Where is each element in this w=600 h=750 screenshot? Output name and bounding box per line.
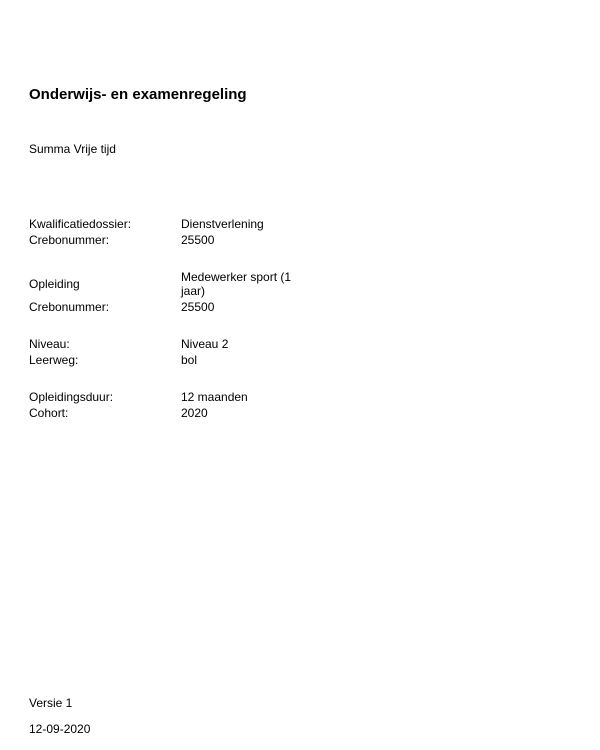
opleiding-label: Opleiding [29, 277, 80, 291]
niveau-label: Niveau: [29, 337, 70, 351]
niveau-value: Niveau 2 [181, 337, 229, 351]
opleiding-value: Medewerker sport (1 jaar) [181, 270, 292, 298]
leerweg-label: Leerweg: [29, 353, 79, 367]
opleidingsduur-value: 12 maanden [181, 390, 248, 404]
date-text: 12-09-2020 [29, 722, 91, 736]
kwalificatiedossier-label: Kwalificatiedossier: [29, 217, 132, 231]
organization-name: Summa Vrije tijd [29, 142, 116, 156]
document-title: Onderwijs- en examenregeling [29, 86, 247, 103]
version-text: Versie 1 [29, 696, 73, 710]
cohort-value: 2020 [181, 406, 208, 420]
crebonummer-label: Crebonummer: [29, 300, 110, 314]
crebonummer-value: 25500 [181, 233, 215, 247]
crebonummer-value: 25500 [181, 300, 215, 314]
crebonummer-label: Crebonummer: [29, 233, 110, 247]
leerweg-value: bol [181, 353, 198, 367]
cohort-label: Cohort: [29, 406, 69, 420]
kwalificatiedossier-value: Dienstverlening [181, 217, 264, 231]
opleidingsduur-label: Opleidingsduur: [29, 390, 114, 404]
